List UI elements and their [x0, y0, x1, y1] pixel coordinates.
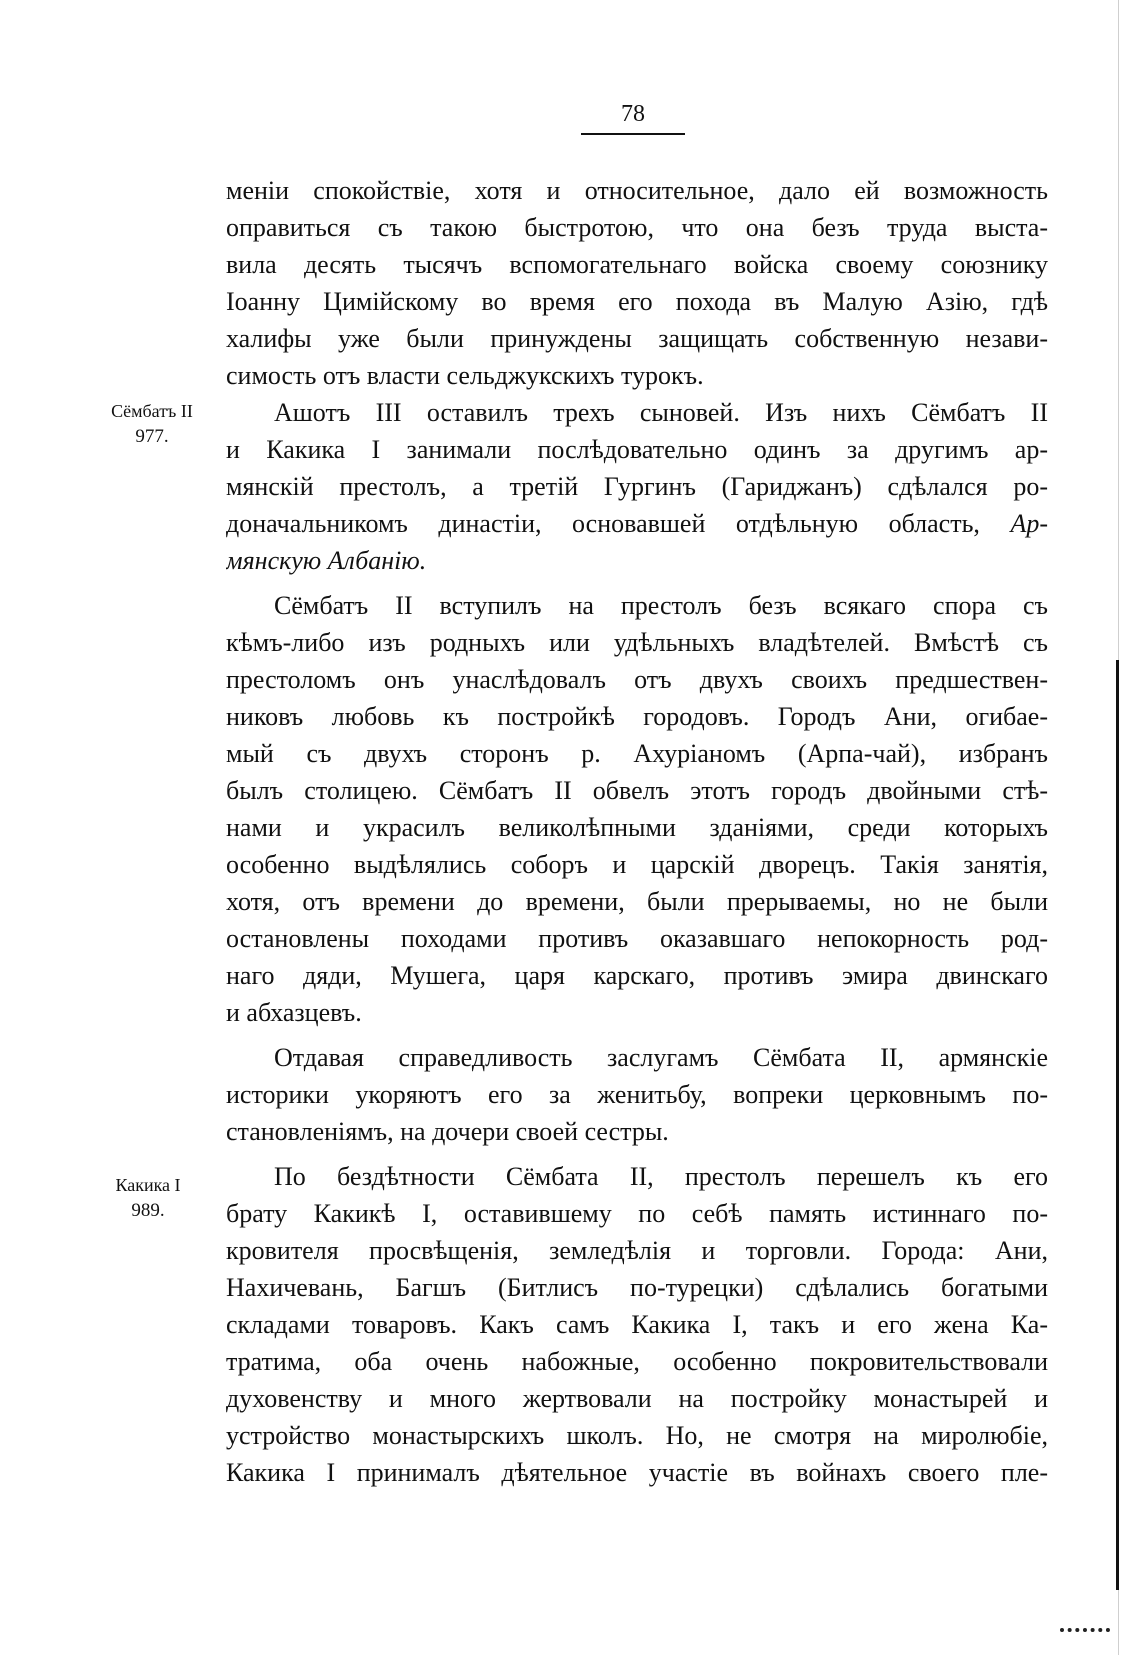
text-line: тратима, оба очень набожные, особенно покровительствовали	[226, 1347, 1048, 1376]
text-line: Ашотъ III оставилъ трехъ сыновей. Изъ нихъ Сёмбатъ II	[274, 398, 1048, 427]
text-line: мый съ двухъ сторонъ р. Ахуріаномъ (Арпа-чай), избранъ	[226, 739, 1048, 768]
text-line: складами товаровъ. Какъ самъ Какика I, такъ и его жена Ка-	[226, 1310, 1048, 1339]
text-line	[226, 505, 1048, 542]
text-line: и абхазцевъ.	[226, 998, 362, 1027]
margin-note-sembat	[92, 398, 212, 450]
margin-note-name: Сёмбатъ II	[111, 401, 193, 421]
page-number: 78	[621, 101, 645, 127]
margin-note-year: 989.	[131, 1200, 165, 1221]
page-edge-binding	[1116, 660, 1119, 1590]
text-line: Сёмбатъ II вступилъ на престолъ безъ всякаго спора съ	[274, 591, 1048, 620]
text-line: кѣмъ-либо изъ родныхъ или удѣльныхъ владѣтелей. Вмѣстѣ съ	[226, 628, 1048, 657]
text-span: доначальникомъ династіи, основавшей отдѣльную область,	[226, 509, 980, 538]
text-line: мянскій престолъ, а третій Гургинъ (Гариджанъ) сдѣлался ро-	[226, 472, 1048, 501]
margin-note-name: Какика I	[115, 1175, 181, 1195]
text-line: халифы уже были принуждены защищать собственную незави-	[226, 324, 1048, 353]
text-line: духовенству и много жертвовали на постройку монастырей и	[226, 1384, 1048, 1413]
italic-span: Ар-	[1010, 509, 1048, 538]
body-text	[226, 172, 1048, 1491]
text-line: кровителя просвѣщенія, земледѣлія и торговли. Города: Ани,	[226, 1236, 1048, 1265]
text-line: никовъ любовь къ постройкѣ городовъ. Городъ Ани, огибае-	[226, 702, 1048, 731]
text-line: особенно выдѣлялись соборъ и царскій дворецъ. Такія занятія,	[226, 850, 1048, 879]
text-line-italic: мянскую Албанію.	[226, 546, 427, 575]
text-line: и Какика I занимали послѣдовательно одинъ за другимъ ар-	[226, 435, 1048, 464]
text-line: вила десять тысячъ вспомогательнаго войска своему союзнику	[226, 250, 1048, 279]
text-line: оправиться съ такою быстротою, что она безъ труда выста-	[226, 213, 1048, 242]
text-line: нами и украсилъ великолѣпными зданіями, среди которыхъ	[226, 813, 1048, 842]
text-line: остановлены походами противъ оказавшаго непокорность род-	[226, 924, 1048, 953]
text-line: По бездѣтности Сёмбата II, престолъ перешелъ къ его	[274, 1162, 1048, 1191]
text-line: наго дяди, Мушега, царя карскаго, противъ эмира двинскаго	[226, 961, 1048, 990]
text-line: историки укоряютъ его за женитьбу, вопреки церковнымъ по-	[226, 1080, 1048, 1109]
text-line: симость отъ власти сельджукскихъ турокъ.	[226, 361, 704, 390]
text-line: становленіямъ, на дочери своей сестры.	[226, 1117, 669, 1146]
page-number-rule	[581, 133, 685, 135]
text-line: устройство монастырскихъ школъ. Но, не смотря на миролюбіе,	[226, 1421, 1048, 1450]
text-line: Нахичевань, Багшъ (Битлисъ по-турецки) сдѣлались богатыми	[226, 1273, 1048, 1302]
text-line: былъ столицею. Сёмбатъ II обвелъ этотъ городъ двойными стѣ-	[226, 776, 1048, 805]
scan-speck	[1060, 1618, 1110, 1632]
text-line: Іоанну Цимійскому во время его похода въ Малую Азію, гдѣ	[226, 287, 1048, 316]
margin-note-year: 977.	[135, 426, 169, 447]
text-line: меніи спокойствіе, хотя и относительное, дало ей возможность	[226, 176, 1048, 205]
text-line: Отдавая справедливость заслугамъ Сёмбата II, армянскіе	[274, 1043, 1048, 1072]
text-line: Какика I принималъ дѣятельное участіе въ войнахъ своего пле-	[226, 1458, 1048, 1487]
text-line: хотя, отъ времени до времени, были прерываемы, но не были	[226, 887, 1048, 916]
text-line: престоломъ онъ унаслѣдовалъ отъ двухъ своихъ предшествен-	[226, 665, 1048, 694]
margin-note-kakika	[88, 1172, 208, 1224]
text-line: брату Какикѣ I, оставившему по себѣ память истиннаго по-	[226, 1199, 1048, 1228]
